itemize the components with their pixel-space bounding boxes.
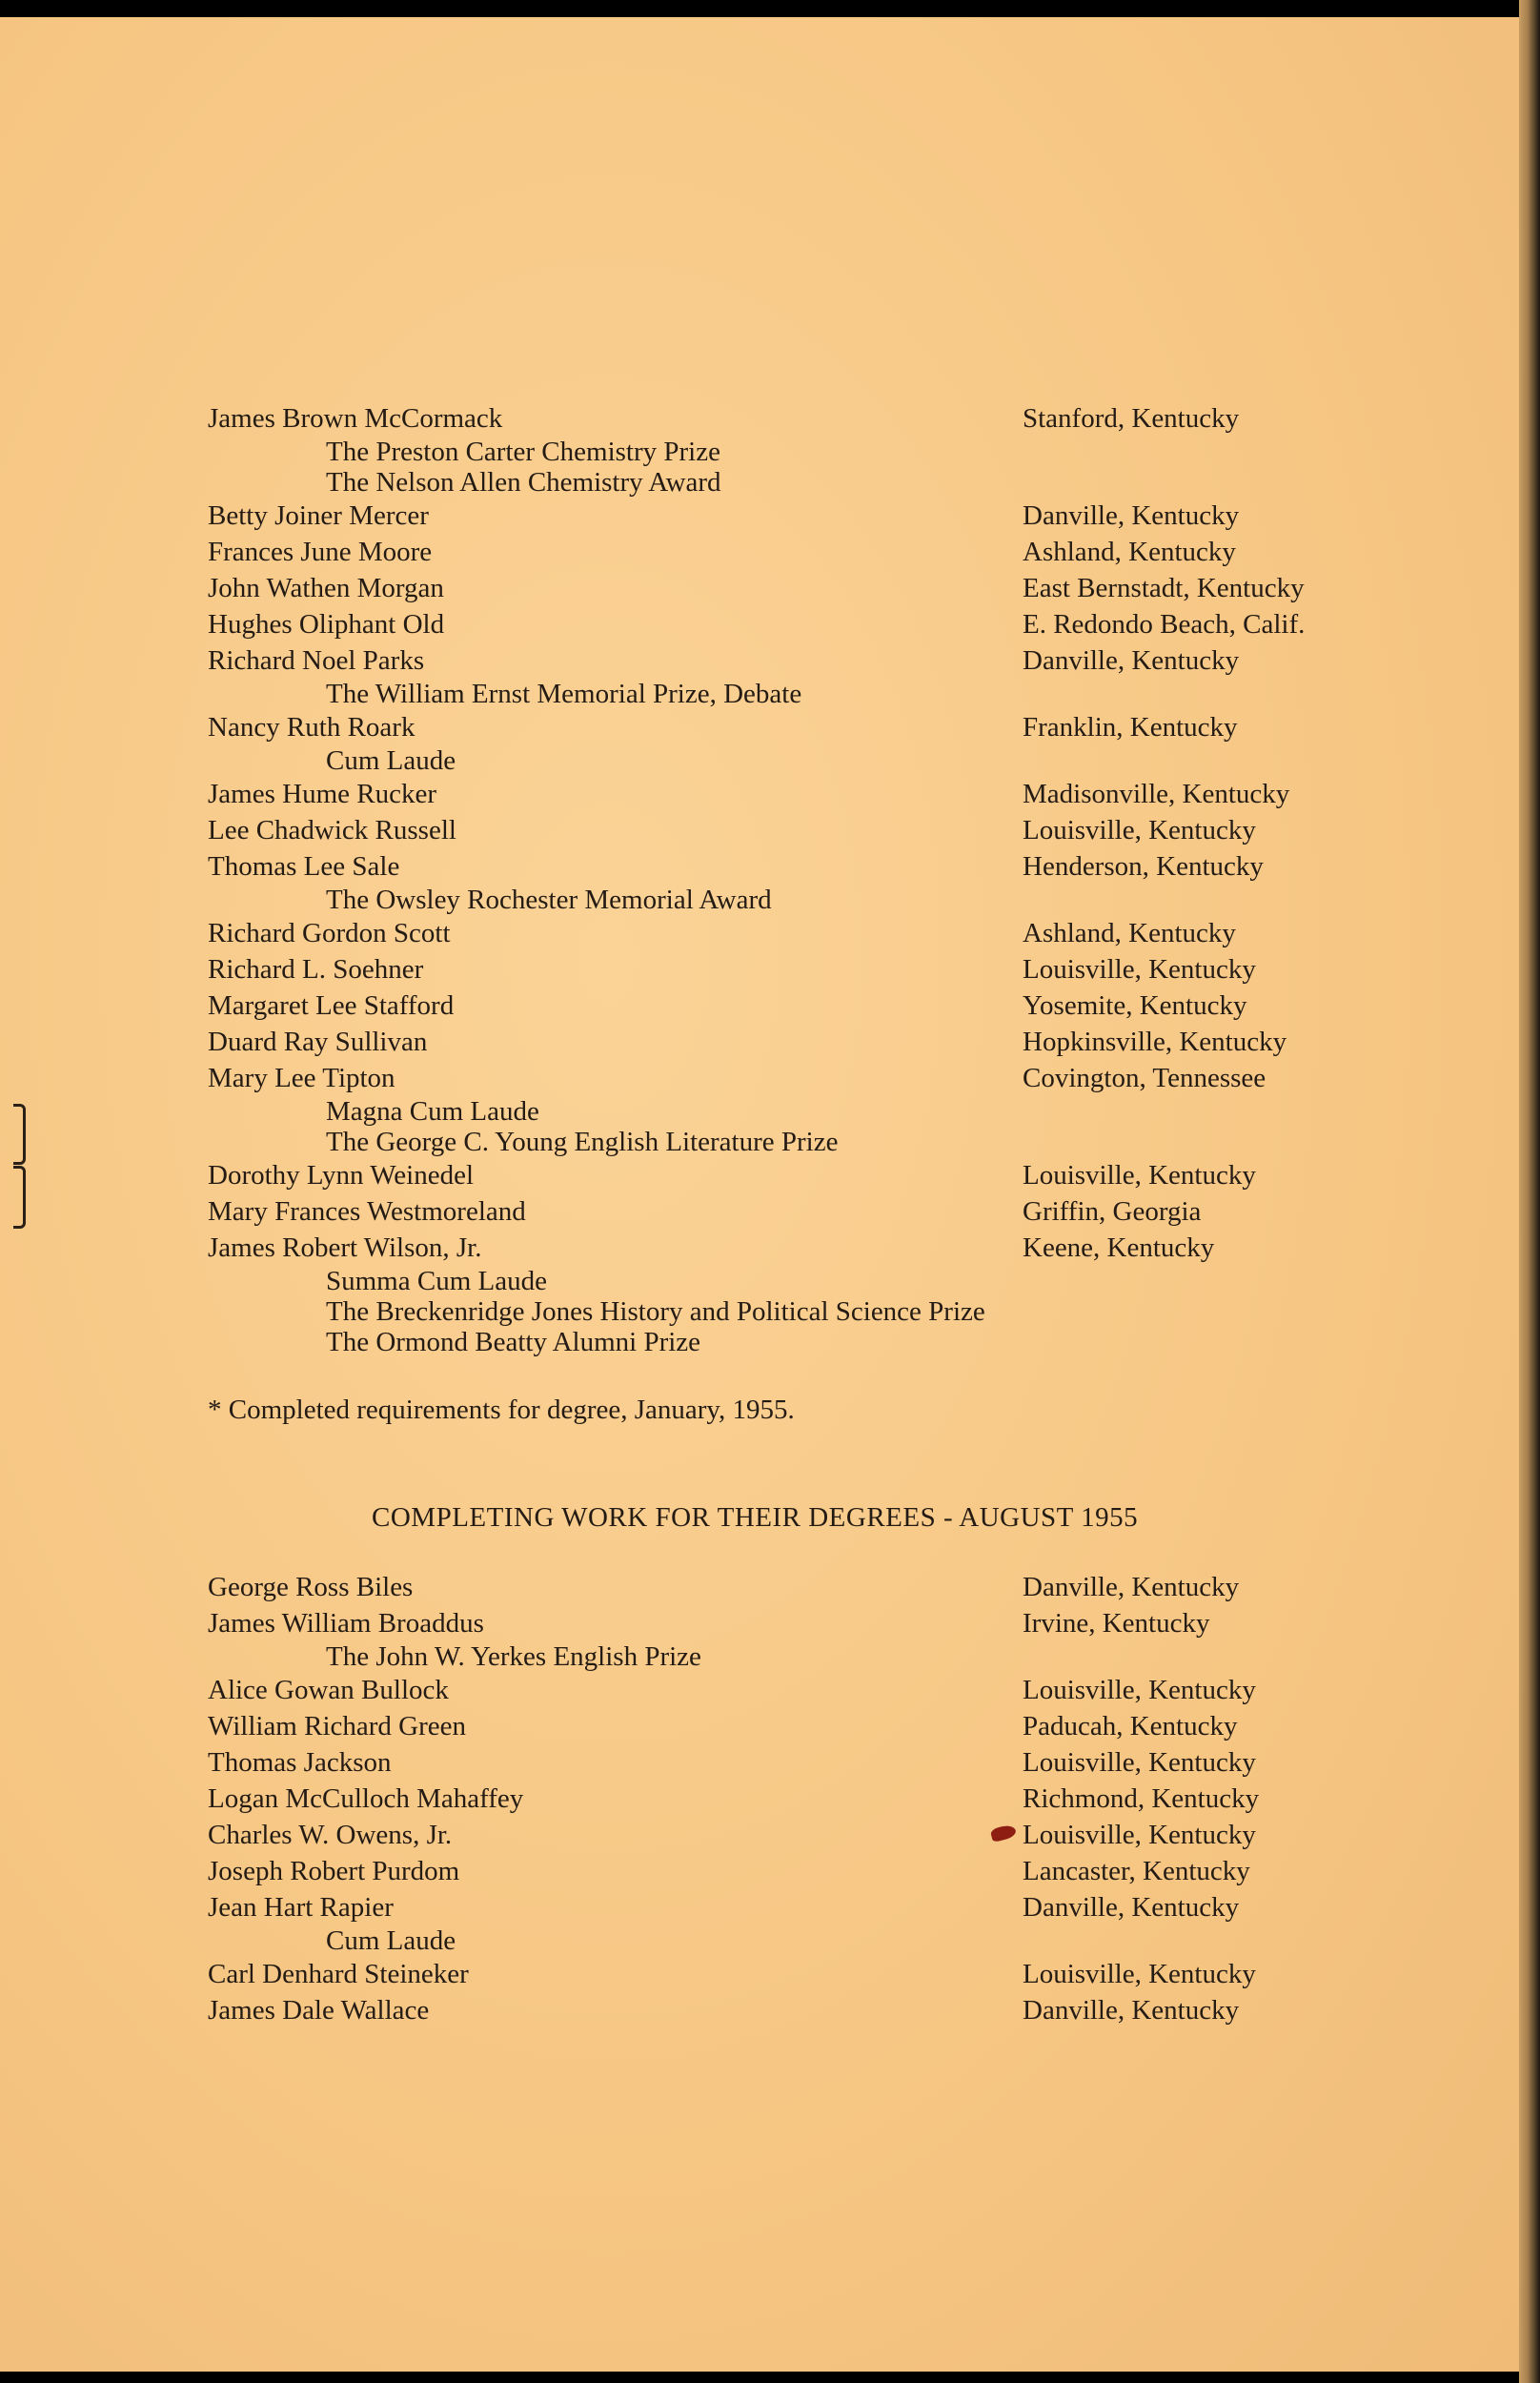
graduate-entry <box>208 848 1408 915</box>
graduate-hometown: Hopkinsville, Kentucky <box>1023 1027 1287 1057</box>
graduate-row <box>208 1193 1408 1230</box>
graduate-hometown: Danville, Kentucky <box>1023 500 1240 531</box>
graduate-row <box>208 812 1408 848</box>
graduate-name: Frances June Moore <box>208 537 433 567</box>
graduate-row <box>208 1744 1408 1781</box>
graduate-hometown: Richmond, Kentucky <box>1023 1783 1260 1814</box>
graduate-entry <box>208 1708 1408 1744</box>
graduate-honor: The Preston Carter Chemistry Prize <box>326 437 720 467</box>
graduate-row <box>208 400 1408 437</box>
graduate-hometown: Louisville, Kentucky <box>1023 954 1256 985</box>
graduate-row <box>208 1060 1408 1096</box>
graduate-name: George Ross Biles <box>208 1572 414 1602</box>
page-edge <box>1519 0 1540 2383</box>
graduate-row <box>208 848 1408 885</box>
graduate-entry <box>208 1605 1408 1672</box>
graduate-hometown: Louisville, Kentucky <box>1023 1747 1256 1778</box>
graduate-hometown: Irvine, Kentucky <box>1023 1608 1210 1639</box>
graduate-name: James Dale Wallace <box>208 1995 430 2026</box>
graduate-hometown: Covington, Tennessee <box>1023 1063 1266 1093</box>
graduate-entry <box>208 1817 1408 1853</box>
graduate-name: Logan McCulloch Mahaffey <box>208 1783 524 1814</box>
graduate-row <box>208 1817 1408 1853</box>
graduate-name: Richard Gordon Scott <box>208 918 451 948</box>
graduate-entry <box>208 1889 1408 1956</box>
graduate-hometown: Stanford, Kentucky <box>1023 403 1240 434</box>
graduate-name: Dorothy Lynn Weinedel <box>208 1160 475 1191</box>
graduate-row <box>208 1230 1408 1266</box>
graduate-hometown: Louisville, Kentucky <box>1023 1160 1256 1191</box>
graduate-honor: The Owsley Rochester Memorial Award <box>326 885 772 915</box>
graduate-name: Lee Chadwick Russell <box>208 815 456 845</box>
staple-mark <box>13 1166 26 1229</box>
graduate-name: Nancy Ruth Roark <box>208 712 415 743</box>
graduate-row <box>208 1569 1408 1605</box>
graduate-row <box>208 1781 1408 1817</box>
graduate-entry <box>208 776 1408 812</box>
graduate-hometown: Louisville, Kentucky <box>1023 1820 1256 1850</box>
graduate-row <box>208 1889 1408 1925</box>
graduate-entry <box>208 951 1408 988</box>
graduate-hometown: Paducah, Kentucky <box>1023 1711 1238 1741</box>
graduate-entry <box>208 606 1408 642</box>
graduate-entry <box>208 1672 1408 1708</box>
graduate-honor: The Nelson Allen Chemistry Award <box>326 467 721 498</box>
graduate-hometown: Louisville, Kentucky <box>1023 815 1256 845</box>
graduates-list <box>208 400 1408 1357</box>
graduate-hometown: Lancaster, Kentucky <box>1023 1856 1250 1886</box>
staple-mark <box>13 1104 26 1165</box>
graduate-row <box>208 570 1408 606</box>
graduate-row <box>208 1956 1408 1992</box>
graduate-entry <box>208 1060 1408 1157</box>
graduate-row <box>208 498 1408 534</box>
graduate-name: James Brown McCormack <box>208 403 503 434</box>
graduate-name: Charles W. Owens, Jr. <box>208 1820 453 1850</box>
graduate-name: Duard Ray Sullivan <box>208 1027 428 1057</box>
graduate-honor: Cum Laude <box>326 745 456 776</box>
graduate-hometown: Louisville, Kentucky <box>1023 1959 1256 1989</box>
graduate-entry <box>208 1569 1408 1605</box>
graduate-row <box>208 1708 1408 1744</box>
graduate-hometown: Yosemite, Kentucky <box>1023 990 1247 1021</box>
graduate-honor: The Breckenridge Jones History and Political Science Prize <box>326 1296 985 1327</box>
program-page <box>0 17 1519 2372</box>
graduate-entry <box>208 1781 1408 1817</box>
graduate-name: Alice Gowan Bullock <box>208 1675 449 1705</box>
graduate-name: William Richard Green <box>208 1711 467 1741</box>
graduate-honor: The William Ernst Memorial Prize, Debate <box>326 679 802 709</box>
graduate-entry <box>208 1230 1408 1357</box>
graduate-hometown: Griffin, Georgia <box>1023 1196 1202 1227</box>
graduate-name: Richard Noel Parks <box>208 645 425 676</box>
graduate-row <box>208 1853 1408 1889</box>
footnote: * Completed requirements for degree, January, 1955. <box>208 1395 795 1425</box>
graduate-entry <box>208 709 1408 776</box>
graduate-row <box>208 1672 1408 1708</box>
graduate-honor: Magna Cum Laude <box>326 1096 539 1127</box>
graduate-name: Richard L. Soehner <box>208 954 424 985</box>
graduate-hometown: East Bernstadt, Kentucky <box>1023 573 1305 603</box>
graduate-name: John Wathen Morgan <box>208 573 444 603</box>
graduate-entry <box>208 642 1408 709</box>
graduate-name: Hughes Oliphant Old <box>208 609 445 640</box>
graduate-entry <box>208 534 1408 570</box>
graduate-name: Thomas Lee Sale <box>208 851 400 882</box>
graduate-name: Mary Frances Westmoreland <box>208 1196 526 1227</box>
graduate-row <box>208 776 1408 812</box>
graduate-honor: The George C. Young English Literature Prize <box>326 1127 839 1157</box>
graduate-name: Jean Hart Rapier <box>208 1892 394 1923</box>
graduate-hometown: Danville, Kentucky <box>1023 1995 1240 2026</box>
graduate-entry <box>208 1853 1408 1889</box>
graduate-entry <box>208 1744 1408 1781</box>
graduate-row <box>208 1157 1408 1193</box>
graduate-row <box>208 534 1408 570</box>
graduate-name: Joseph Robert Purdom <box>208 1856 460 1886</box>
graduate-hometown: Keene, Kentucky <box>1023 1232 1215 1263</box>
graduate-name: Margaret Lee Stafford <box>208 990 455 1021</box>
graduate-honor: Cum Laude <box>326 1925 456 1956</box>
graduate-entry <box>208 1193 1408 1230</box>
graduate-entry <box>208 498 1408 534</box>
graduate-entry <box>208 915 1408 951</box>
graduate-entry <box>208 1024 1408 1060</box>
graduate-hometown: Louisville, Kentucky <box>1023 1675 1256 1705</box>
graduate-entry <box>208 570 1408 606</box>
graduate-hometown: Madisonville, Kentucky <box>1023 779 1290 809</box>
graduate-honor: The John W. Yerkes English Prize <box>326 1641 701 1672</box>
graduate-hometown: Ashland, Kentucky <box>1023 537 1236 567</box>
graduate-entry <box>208 988 1408 1024</box>
graduate-name: James Hume Rucker <box>208 779 436 809</box>
graduate-hometown: Danville, Kentucky <box>1023 1892 1240 1923</box>
graduate-entry <box>208 1992 1408 2028</box>
graduate-hometown: Ashland, Kentucky <box>1023 918 1236 948</box>
graduate-row <box>208 606 1408 642</box>
graduate-row <box>208 951 1408 988</box>
graduate-hometown: Franklin, Kentucky <box>1023 712 1238 743</box>
graduate-name: Betty Joiner Mercer <box>208 500 429 531</box>
graduate-honor: Summa Cum Laude <box>326 1266 547 1296</box>
graduate-entry <box>208 400 1408 498</box>
graduate-row <box>208 1605 1408 1641</box>
graduate-name: Carl Denhard Steineker <box>208 1959 469 1989</box>
graduate-row <box>208 709 1408 745</box>
graduate-row <box>208 915 1408 951</box>
graduate-entry <box>208 1956 1408 1992</box>
graduate-row <box>208 1024 1408 1060</box>
august-graduates-list <box>208 1569 1408 2028</box>
graduate-honor: The Ormond Beatty Alumni Prize <box>326 1327 701 1357</box>
graduate-hometown: E. Redondo Beach, Calif. <box>1023 609 1306 640</box>
graduate-hometown: Danville, Kentucky <box>1023 645 1240 676</box>
graduate-hometown: Henderson, Kentucky <box>1023 851 1264 882</box>
section-heading: COMPLETING WORK FOR THEIR DEGREES - AUGUST 1955 <box>372 1502 1139 1533</box>
graduate-entry <box>208 812 1408 848</box>
graduate-entry <box>208 1157 1408 1193</box>
graduate-row <box>208 642 1408 679</box>
graduate-row <box>208 988 1408 1024</box>
graduate-name: Thomas Jackson <box>208 1747 392 1778</box>
graduate-hometown: Danville, Kentucky <box>1023 1572 1240 1602</box>
graduate-name: James William Broaddus <box>208 1608 484 1639</box>
graduate-name: Mary Lee Tipton <box>208 1063 395 1093</box>
graduate-name: James Robert Wilson, Jr. <box>208 1232 482 1263</box>
graduate-row <box>208 1992 1408 2028</box>
